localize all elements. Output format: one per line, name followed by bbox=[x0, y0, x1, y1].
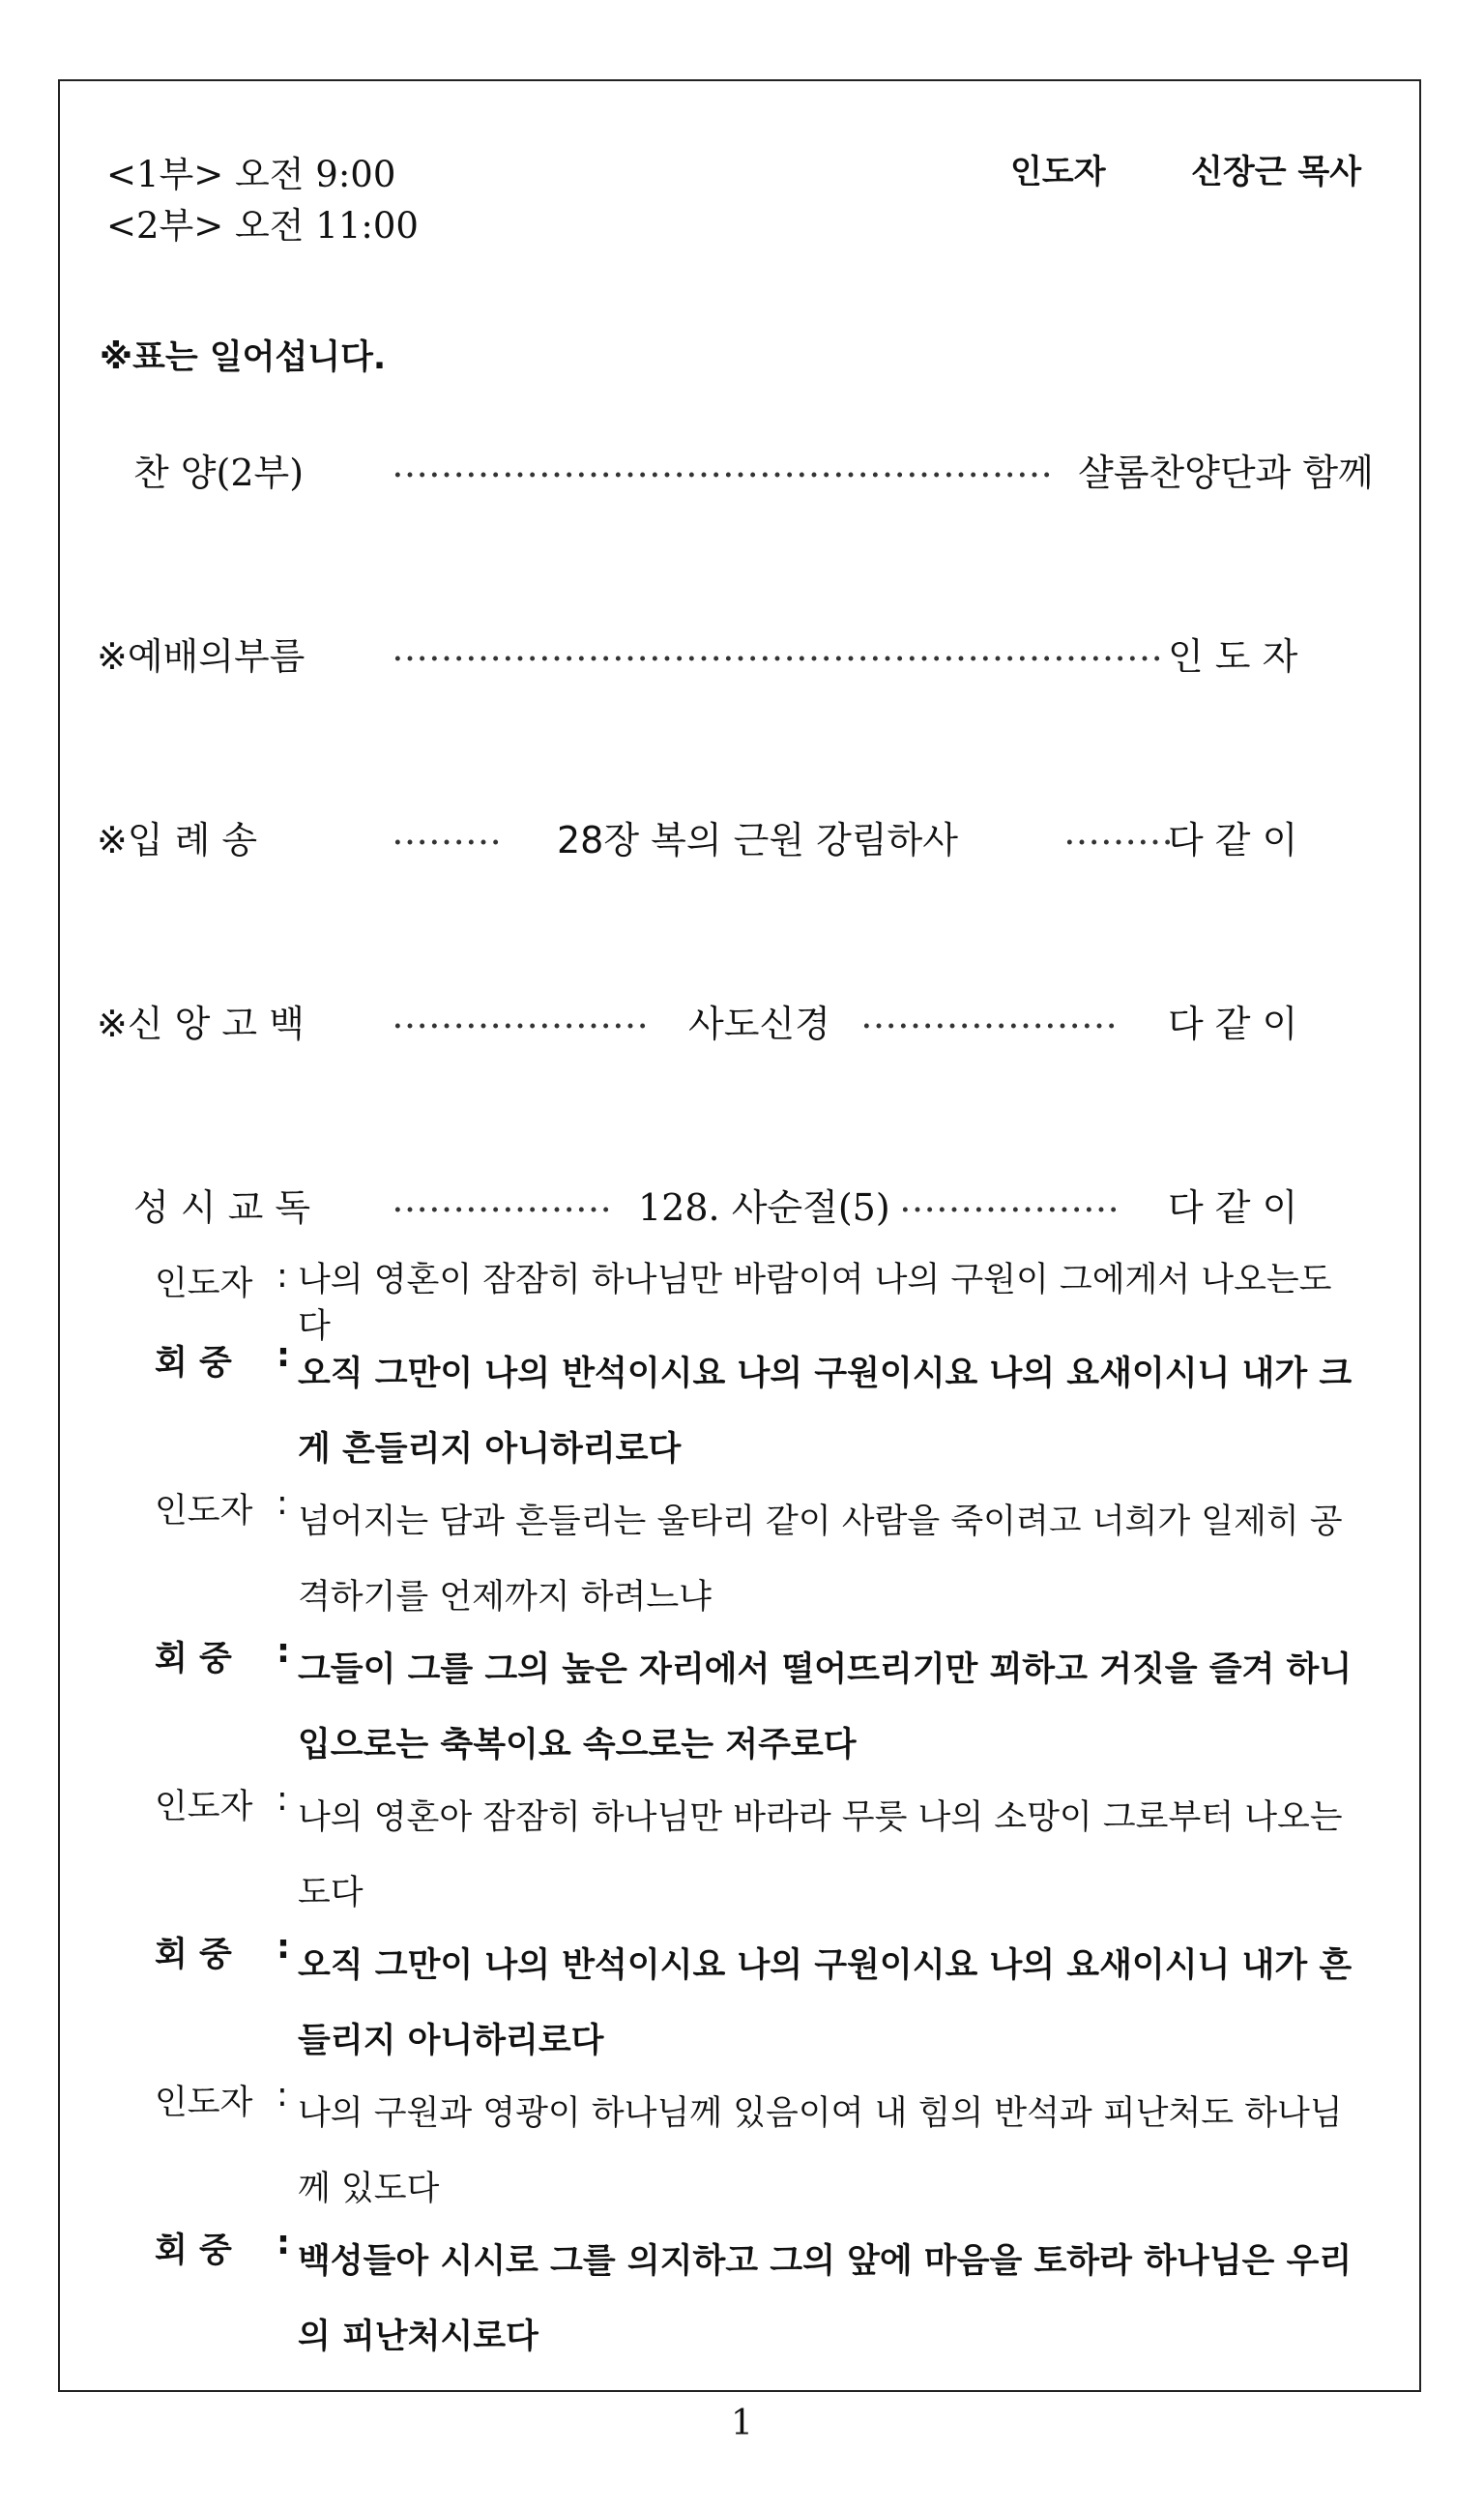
reading-line: 인도자 : 나의 영혼이 잠잠히 하나님만 바람이여 나의 구원이 그에게서 나오는도다 bbox=[155, 1257, 1363, 1332]
leader-dots: ……………… bbox=[899, 1178, 1120, 1220]
leader-dots: ………………… bbox=[392, 994, 649, 1036]
reading-text: 나의 영혼이 잠잠히 하나님만 바람이여 나의 구원이 그에게서 나오는도다 bbox=[298, 1261, 1332, 1346]
reading-line: 회 중 : 오직 그만이 나의 반석이시요 나의 구원이시요 나의 요새이시니 내가 흔들리지 아니하리로다 bbox=[155, 1928, 1363, 2079]
order-label: ※신 앙 고 백 bbox=[97, 1003, 305, 1045]
leader-dots: ………………… bbox=[860, 994, 1118, 1036]
reading-speaker: 인도자 bbox=[155, 1265, 253, 1303]
reading-text: 백성들아 시시로 그를 의지하고 그의 앞에 마음을 토하라 하나님은 우리의 피난처시로다 bbox=[298, 2242, 1353, 2356]
reading-text: 오직 그만이 나의 반석이시요 나의 구원이시요 나의 요새이시니 내가 흔들리지 아니하리로다 bbox=[298, 1946, 1353, 2060]
leader-dots: ……………… bbox=[392, 1178, 612, 1220]
reading-speaker: 회 중 bbox=[155, 1640, 232, 1678]
reading-speaker: 인도자 bbox=[155, 1788, 253, 1826]
reading-title: 128. 사순절(5) bbox=[638, 1186, 890, 1229]
reading-line: 회 중 : 오직 그만이 나의 반석이시요 나의 구원이시요 나의 요새이시니 내가 크게 흔들리지 아니하리로다 bbox=[155, 1336, 1363, 1487]
hymn-title: 28장 복의 근원 강림하사 bbox=[557, 819, 958, 861]
order-label: 성 시 교 독 bbox=[133, 1186, 311, 1229]
reading-speaker: 인도자 bbox=[155, 2084, 253, 2122]
order-row-praise bbox=[97, 443, 1373, 501]
reading-speaker: 회 중 bbox=[155, 1344, 232, 1383]
order-label: ※입 례 송 bbox=[97, 819, 258, 861]
page-number: 1 bbox=[731, 2404, 753, 2443]
leader-dots: ……………………………………………………… bbox=[392, 627, 1163, 669]
reading-line: 인도자 : 나의 구원과 영광이 하나님께 있음이여 내 힘의 반석과 피난처도 하나님께 있도다 bbox=[155, 2076, 1363, 2227]
reading-text: 넘어지는 담과 흔들리는 울타리 같이 사람을 죽이려고 너희가 일제히 공격하기를 언제까지 하려느냐 bbox=[298, 1502, 1343, 1617]
reading-text: 그들이 그를 그의 높은 자리에서 떨어뜨리기만 꾀하고 거짓을 즐겨 하니 입으로는 축복이요 속으로는 저주로다 bbox=[298, 1650, 1353, 1765]
order-row-opening-hymn bbox=[97, 810, 1373, 868]
leader-label: 인도자 bbox=[1010, 153, 1106, 191]
order-performer: 다 같 이 bbox=[1168, 1003, 1298, 1045]
reading-speaker: 회 중 bbox=[155, 1936, 232, 1974]
service-time-1: <1부> 오전 9:00 bbox=[106, 154, 396, 195]
reading-text: 오직 그만이 나의 반석이시요 나의 구원이시요 나의 요새이시니 내가 크게 흔들리지 아니하리로다 bbox=[298, 1355, 1353, 1469]
creed-title: 사도신경 bbox=[688, 1003, 830, 1045]
leader-dots: ……… bbox=[392, 810, 502, 853]
reading-line: 인도자 : 나의 영혼아 잠잠히 하나님만 바라라 무릇 나의 소망이 그로부터 나오는도다 bbox=[155, 1780, 1363, 1931]
reading-speaker: 인도자 bbox=[155, 1492, 253, 1531]
reading-speaker: 회 중 bbox=[155, 2232, 232, 2270]
order-performer: 다 같 이 bbox=[1168, 819, 1298, 861]
reading-line: 회 중 : 그들이 그를 그의 높은 자리에서 떨어뜨리기만 꾀하고 거짓을 즐겨 하니 입으로는 축복이요 속으로는 저주로다 bbox=[155, 1632, 1363, 1783]
reading-line: 회 중 : 백성들아 시시로 그를 의지하고 그의 앞에 마음을 토하라 하나님은 우리의 피난처시로다 bbox=[155, 2224, 1363, 2375]
leader-dots: ……………………………………………… bbox=[392, 443, 1053, 485]
order-row-responsive-reading bbox=[97, 1178, 1373, 1236]
reading-text: 나의 영혼아 잠잠히 하나님만 바라라 무릇 나의 소망이 그로부터 나오는도다 bbox=[298, 1798, 1343, 1912]
order-row-call-to-worship bbox=[97, 627, 1373, 685]
order-row-creed bbox=[97, 994, 1373, 1052]
order-performer: 인 도 자 bbox=[1168, 635, 1298, 678]
order-performer: 다 같 이 bbox=[1168, 1186, 1298, 1229]
leader-dots: ……… bbox=[1063, 810, 1174, 853]
order-performer: 샬롬찬양단과 함께 bbox=[1078, 452, 1374, 494]
leader-name: 신장근 목사 bbox=[1191, 153, 1362, 191]
service-time-2: <2부> 오전 11:00 bbox=[106, 205, 419, 247]
standing-note: ※표는 일어섭니다. bbox=[100, 338, 387, 377]
order-label: ※예배의부름 bbox=[97, 635, 306, 678]
reading-line: 인도자 : 넘어지는 담과 흔들리는 울타리 같이 사람을 죽이려고 너희가 일제히 공격하기를 언제까지 하려느냐 bbox=[155, 1484, 1363, 1635]
order-label: 찬 양(2부) bbox=[133, 452, 305, 494]
reading-text: 나의 구원과 영광이 하나님께 있음이여 내 힘의 반석과 피난처도 하나님께 있도다 bbox=[298, 2094, 1343, 2208]
